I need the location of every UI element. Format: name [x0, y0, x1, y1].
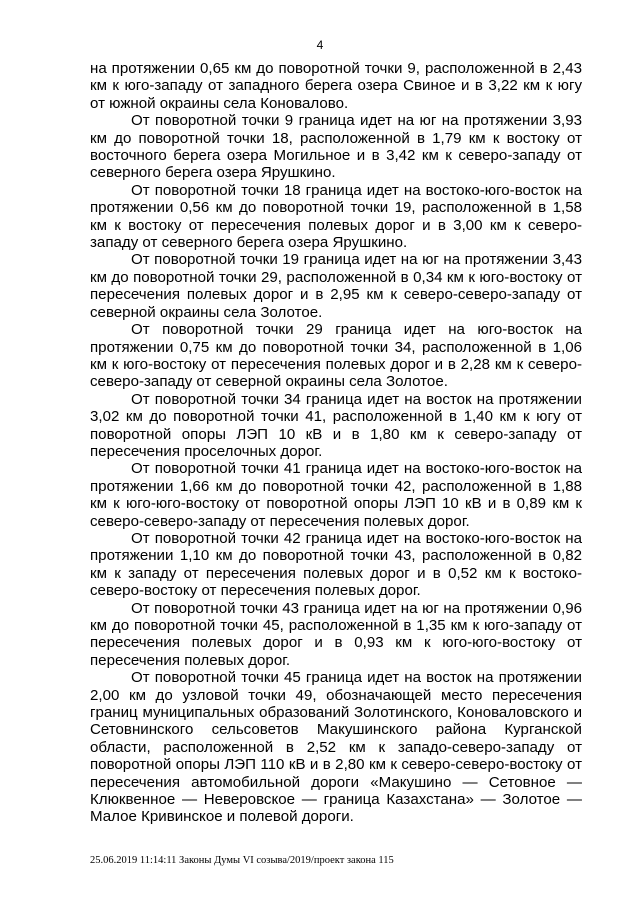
paragraph-9: От поворотной точки 43 граница идет на юг на протяжении 0,96 км до поворотной точки 45, расположенной в 1,35 км к юго-западу от пересечения полевых дорог и в 0,93 км к юго-юго-востоку от пересечения полевых дорог. [90, 599, 582, 669]
document-footer: 25.06.2019 11:14:11 Законы Думы VI созыва/2019/проект закона 115 [90, 855, 394, 866]
page-number: 4 [316, 38, 324, 52]
paragraph-6: От поворотной точки 34 граница идет на восток на протяжении 3,02 км до поворотной точки 41, расположенной в 1,40 км к югу от поворотной опоры ЛЭП 10 кВ и в 1,80 км к северо-западу от пересечения проселочных дорог. [90, 390, 582, 460]
paragraph-8: От поворотной точки 42 граница идет на востоко-юго-восток на протяжении 1,10 км до поворотной точки 43, расположенной в 0,82 км к западу от пересечения полевых дорог и в 0,52 км к востоко-северо-востоку от пересечения полевых дорог. [90, 529, 582, 600]
paragraph-10: От поворотной точки 45 граница идет на восток на протяжении 2,00 км до узловой точки 49, обозначающей место пересечения границ муниципальных образований Золотинского, Коноваловского и Сетовнинского сельсоветов Макушинского района Курганской области, расположенной в 2,52 км к западо-северо-западу от поворотной опоры ЛЭП 110 кВ и в 2,80 км к северо-северо-востоку от пересечения автомобильной дороги «Макушино — Сетовное — Клюквенное — Неверовское — граница Казахстана» — Золотое — Малое Кривинское и полевой дороги. [90, 669, 582, 826]
document-body [90, 60, 582, 826]
paragraph-4: От поворотной точки 19 граница идет на юг на протяжении 3,43 км до поворотной точки 29, расположенной в 0,34 км к юго-востоку от пересечения полевых дорог и в 2,95 км к северо-северо-западу от северной окраины села Золотое. [90, 251, 582, 321]
paragraph-1: на протяжении 0,65 км до поворотной точки 9, расположенной в 2,43 км к юго-западу от западного берега озера Свиное и в 3,22 км к югу от южной окраины села Коновалово. [90, 60, 582, 112]
paragraph-7: От поворотной точки 41 граница идет на востоко-юго-восток на протяжении 1,66 км до поворотной точки 42, расположенной в 1,88 км к юго-юго-востоку от поворотной опоры ЛЭП 10 кВ и в 0,89 км к северо-северо-западу от пересечения полевых дорог. [90, 460, 582, 530]
paragraph-5: От поворотной точки 29 граница идет на юго-восток на протяжении 0,75 км до поворотной точки 34, расположенной в 1,06 км к юго-востоку от пересечения полевых дорог и в 2,28 км к северо-северо-западу от северной окраины села Золотое. [90, 321, 582, 391]
paragraph-3: От поворотной точки 18 граница идет на востоко-юго-восток на протяжении 0,56 км до поворотной точки 19, расположенной в 1,58 км к востоку от пересечения полевых дорог и в 3,00 км к северо-западу от северного берега озера Ярушкино. [90, 181, 582, 252]
paragraph-2: От поворотной точки 9 граница идет на юг на протяжении 3,93 км до поворотной точки 18, расположенной в 1,79 км к востоку от восточного берега озера Могильное и в 3,42 км к северо-западу от северного берега озера Ярушкино. [90, 112, 582, 182]
